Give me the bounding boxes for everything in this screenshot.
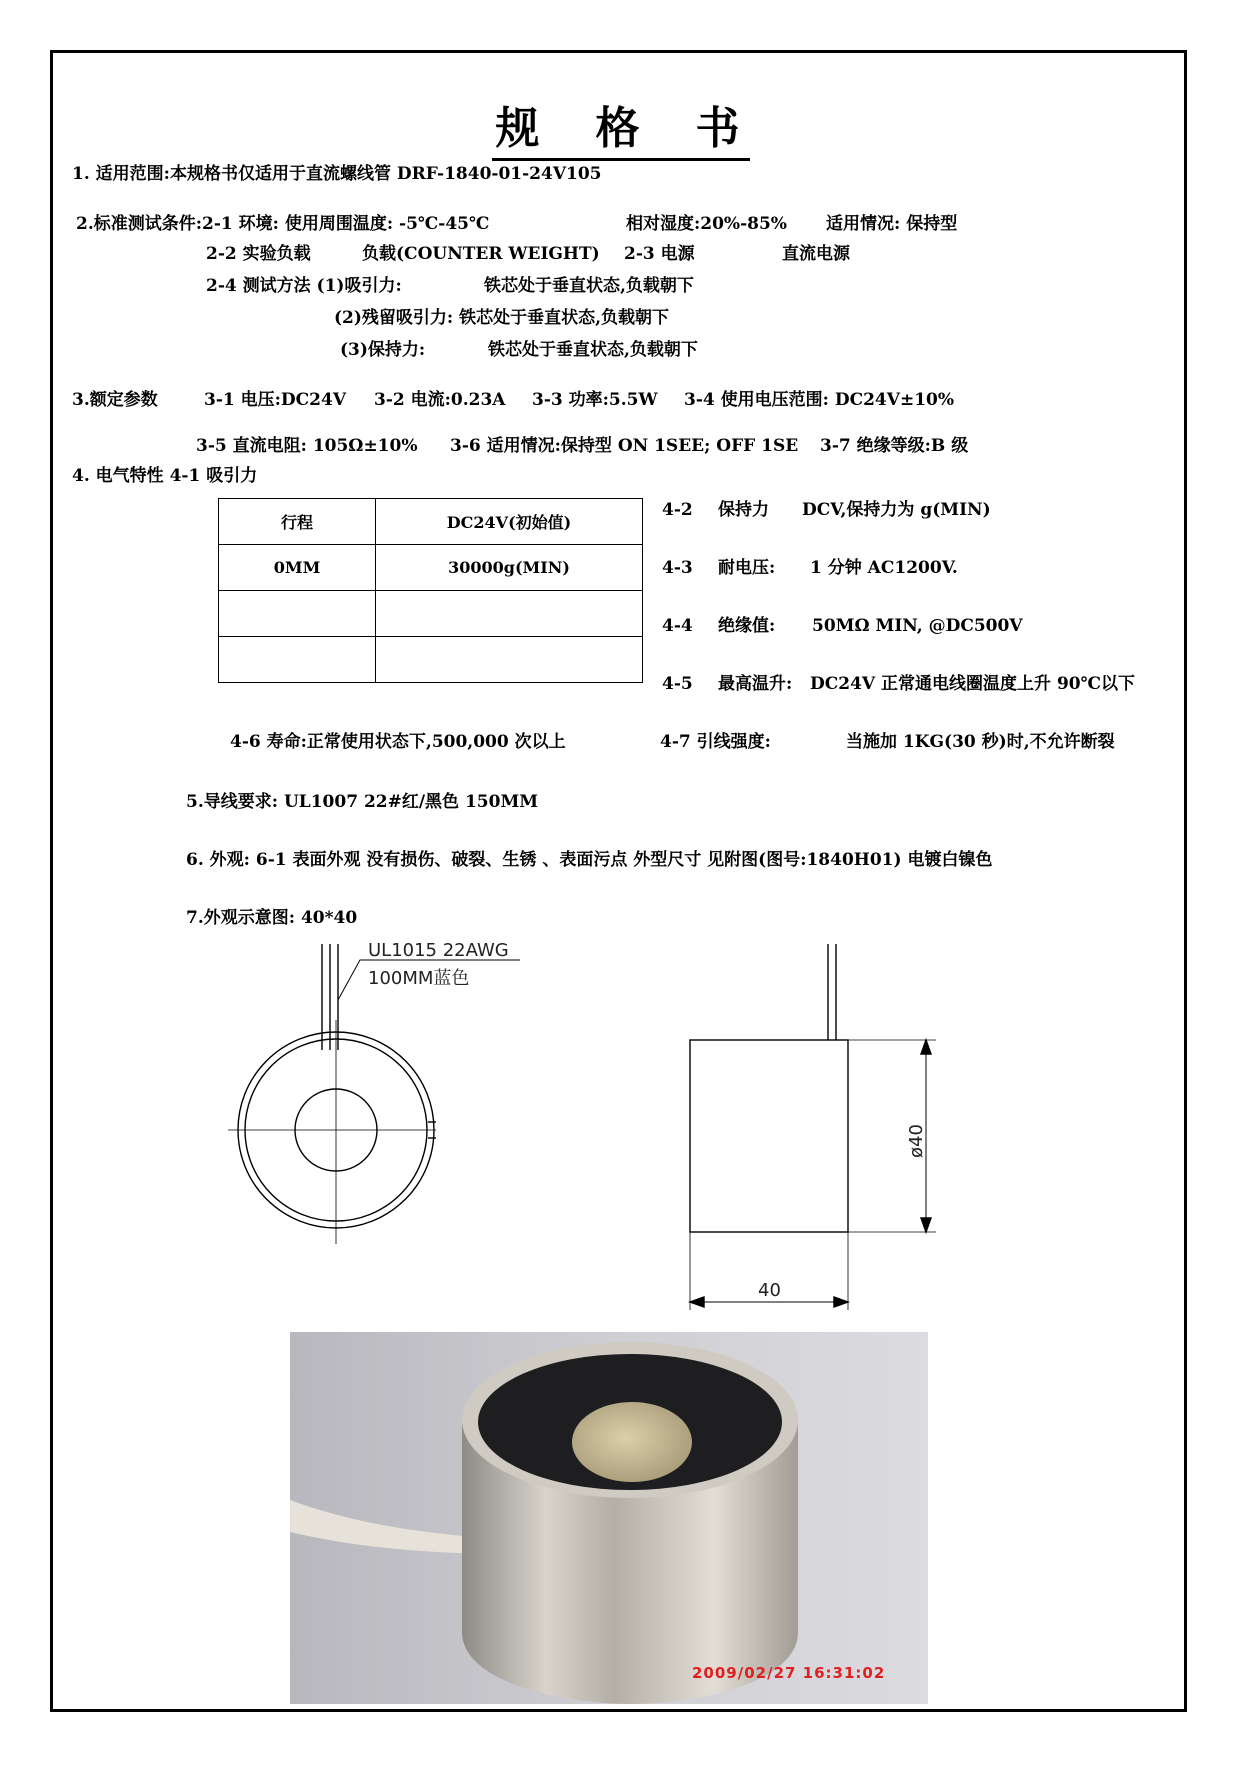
photo-timestamp: 2009/02/27 16:31:02 — [692, 1664, 886, 1682]
wire-label-1: UL1015 22AWG — [368, 940, 509, 961]
rated-power: 3-3 功率:5.5W — [532, 390, 658, 410]
table-cell: 30000g(MIN) — [376, 545, 643, 591]
spec-4-3-label: 耐电压: — [718, 558, 776, 578]
arrow-head — [834, 1297, 848, 1307]
dc-resistance: 3-5 直流电阻: 105Ω±10% — [196, 436, 418, 456]
table-cell: 0MM — [219, 545, 376, 591]
photo-core — [572, 1402, 692, 1482]
arrow-head — [921, 1218, 931, 1232]
spec-4-2-num: 4-2 — [662, 500, 693, 520]
test-method-2: (2)残留吸引力: 铁芯处于垂直状态,负载朝下 — [334, 308, 670, 328]
scope-line: 1. 适用范围:本规格书仅适用于直流螺线管 DRF-1840-01-24V105 — [72, 164, 602, 184]
spec-4-2-label: 保持力 — [718, 500, 769, 520]
test-load-value: 负载(COUNTER WEIGHT) — [362, 244, 600, 264]
voltage-range: 3-4 使用电压范围: DC24V±10% — [684, 390, 954, 410]
rated-voltage: 3-1 电压:DC24V — [204, 390, 347, 410]
lead-strength-label: 4-7 引线强度: — [660, 732, 771, 752]
rated-current: 3-2 电流:0.23A — [374, 390, 506, 410]
width-dimension: 40 — [758, 1280, 781, 1301]
power-source-label: 2-3 电源 — [624, 244, 695, 264]
document-title: 规 格 书 — [0, 92, 1241, 161]
appearance: 6. 外观: 6-1 表面外观 没有损伤、破裂、生锈 、表面污点 外型尺寸 见附图(图号:1840H01) 电镀白镍色 — [186, 850, 993, 870]
front-view — [228, 944, 520, 1244]
duty-mode: 3-6 适用情况:保持型 ON 1SEE; OFF 1SE — [450, 436, 799, 456]
test-env: 2.标准测试条件:2-1 环境: 使用周围温度: -5℃-45℃ — [76, 214, 490, 234]
insulation-class: 3-7 绝缘等级:B 级 — [820, 436, 969, 456]
spec-4-3-num: 4-3 — [662, 558, 693, 578]
test-method-1: 2-4 测试方法 (1)吸引力: — [206, 276, 402, 296]
spec-4-4-num: 4-4 — [662, 616, 693, 636]
test-method-1-value: 铁芯处于垂直状态,负载朝下 — [484, 276, 694, 296]
spec-4-3-value: 1 分钟 AC1200V. — [810, 558, 958, 578]
spec-4-2-value: DCV,保持力为 g(MIN) — [802, 500, 991, 520]
side-view — [690, 944, 936, 1310]
appearance-diagram-label: 7.外观示意图: 40*40 — [186, 908, 358, 928]
power-source-value: 直流电源 — [782, 244, 850, 264]
wire-label-2: 100MM蓝色 — [368, 968, 470, 989]
spec-4-5-label: 最高温升: — [718, 674, 793, 694]
body-outline — [690, 1040, 848, 1232]
applicable-mode: 适用情况: 保持型 — [826, 214, 958, 234]
test-method-3-value: 铁芯处于垂直状态,负载朝下 — [488, 340, 698, 360]
arrow-head — [921, 1040, 931, 1054]
diameter-dimension: ø40 — [906, 1124, 927, 1158]
spec-4-5-num: 4-5 — [662, 674, 693, 694]
product-photo-illustration — [290, 1332, 928, 1704]
humidity: 相对湿度:20%-85% — [626, 214, 787, 234]
electrical-characteristics: 4. 电气特性 4-1 吸引力 — [72, 466, 258, 486]
wire-requirements: 5.导线要求: UL1007 22#红/黑色 150MM — [186, 792, 539, 812]
arrow-head — [690, 1297, 704, 1307]
spec-4-4-label: 绝缘值: — [718, 616, 776, 636]
table-cell: DC24V(初始值) — [376, 499, 643, 545]
spec-4-4-value: 50MΩ MIN, @DC500V — [812, 616, 1023, 636]
test-method-3: (3)保持力: — [340, 340, 426, 360]
spec-4-5-value: DC24V 正常通电线圈温度上升 90℃以下 — [810, 674, 1135, 694]
lead-strength-value: 当施加 1KG(30 秒)时,不允许断裂 — [846, 732, 1115, 752]
rated-params: 3.额定参数 — [72, 390, 158, 410]
table-cell: 行程 — [219, 499, 376, 545]
test-load-label: 2-2 实验负载 — [206, 244, 311, 264]
lifespan: 4-6 寿命:正常使用状态下,500,000 次以上 — [230, 732, 566, 752]
product-photo — [290, 1332, 928, 1704]
